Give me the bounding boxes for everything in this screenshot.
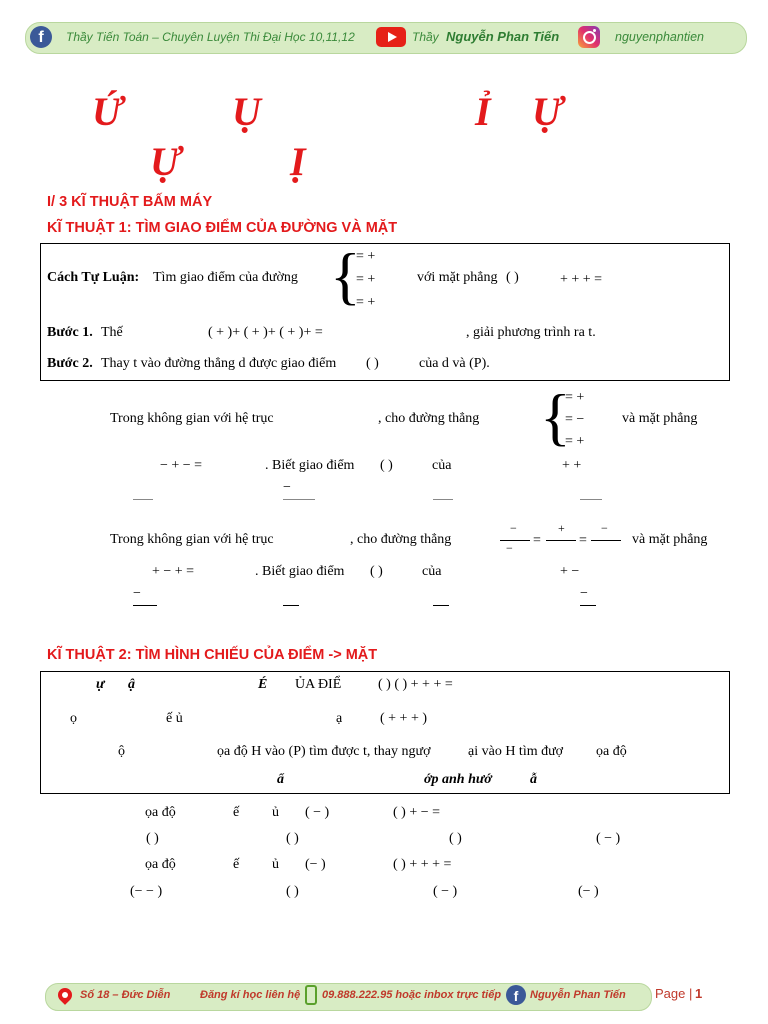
channel-prefix: Thầy — [412, 30, 439, 44]
frac2-num: + — [558, 521, 565, 535]
problem2-line2-text: . Biết giao điểm — [255, 564, 345, 579]
answer-line-g — [433, 605, 449, 606]
box2-row4-b: ớp anh hướ — [424, 772, 492, 787]
ex1-option-b[interactable]: ( ) — [286, 831, 299, 846]
instagram-icon[interactable] — [578, 26, 600, 48]
frac3-bar — [591, 540, 621, 541]
box2-row2-d: ( + + + ) — [380, 711, 428, 726]
method-label: Cách Tự Luận: — [47, 270, 140, 285]
problem2-text-b: , cho đường thẳng — [350, 532, 452, 547]
answer-line-c — [433, 499, 453, 500]
answer-line-a — [133, 499, 153, 500]
ex1-d: ( − ) — [305, 805, 330, 820]
answer-line-e — [133, 605, 157, 606]
step1-tail: , giải phương trình ra t. — [466, 325, 596, 340]
title-char-5: Ự — [150, 139, 181, 184]
problem1-line2-tail: của — [432, 458, 452, 473]
problem1-brace: { — [540, 381, 571, 452]
problem2-line2-paren: ( ) — [370, 564, 383, 579]
problem1-line2-paren: ( ) — [380, 458, 393, 473]
step2-text: Thay t vào đường thẳng d được giao điểm — [101, 356, 337, 371]
title-char-2: Ụ — [232, 89, 261, 134]
answer-line-d — [580, 499, 602, 500]
teacher-slogan: Thầy Tiến Toán – Chuyên Luyện Thi Đại Học 10,11,12 — [66, 30, 355, 44]
box2-row3-c: ại vào H tìm đượ — [468, 744, 564, 759]
box2-row1-c: É — [258, 677, 268, 692]
step1-expression: ( + )+ ( + )+ ( + )+ = — [208, 325, 323, 340]
ex2-c: ủ — [272, 857, 279, 872]
plane-text: với mặt phẳng — [417, 270, 498, 285]
phone-icon — [305, 985, 317, 1005]
problem2-line2-right: + − — [560, 564, 580, 579]
box2-row1-a: ự — [96, 677, 105, 692]
facebook-icon[interactable]: f — [506, 985, 526, 1005]
footer-phone[interactable]: 09.888.222.95 hoặc inbox trực tiếp — [322, 989, 502, 1001]
answer-line-f — [283, 605, 299, 606]
step2-label: Bước 2. — [47, 356, 93, 371]
footer-fb-name[interactable]: Nguyễn Phan Tiến — [530, 989, 626, 1001]
ex2-option-c[interactable]: ( − ) — [433, 884, 458, 899]
box2-row1-b: ậ — [128, 677, 135, 692]
ex2-option-a[interactable]: (− − ) — [130, 884, 163, 899]
technique1-heading: KĨ THUẬT 1: TÌM GIAO ĐIỂM CỦA ĐƯỜNG VÀ MẶT — [47, 220, 398, 236]
plane-equation: + + + = — [560, 272, 603, 287]
ex1-option-a[interactable]: ( ) — [146, 831, 159, 846]
section-heading: I/ 3 KĨ THUẬT BẤM MÁY — [47, 194, 213, 210]
frac-eq-1: = — [533, 533, 541, 548]
problem2-minus-a: − — [133, 586, 141, 601]
system-brace: { — [330, 240, 361, 311]
box2-row3-b: ọa độ H vào (P) tìm được t, thay ngượ — [217, 744, 431, 759]
youtube-icon[interactable] — [376, 27, 406, 47]
answer-line-b — [283, 499, 315, 500]
problem2-text-a: Trong không gian với hệ trục — [110, 532, 274, 547]
ex1-e: ( ) + − = — [393, 805, 441, 820]
title-char-4: Ự — [532, 89, 563, 134]
page-label: Page | — [655, 986, 693, 1001]
footer-register: Đăng kí học liên hệ — [200, 989, 301, 1001]
box2-row3-a: ộ — [118, 744, 125, 759]
frac2-bar — [546, 540, 576, 541]
problem1-minus: − — [283, 480, 291, 495]
page-number: 1 — [695, 986, 703, 1001]
title-char-1: Ứ — [92, 89, 123, 134]
problem2-text-c: và mặt phẳng — [632, 532, 708, 547]
ex1-b: ế — [233, 805, 240, 820]
frac1-bar — [500, 540, 530, 541]
box2-row4-a: ẩ — [277, 772, 284, 787]
title-char-3: Ỉ — [475, 89, 491, 134]
ex2-a: ọa độ — [145, 857, 176, 872]
system-row-3: = + — [356, 295, 376, 310]
system-row-2: = + — [356, 272, 376, 287]
footer-address: Số 18 – Đức Diễn — [80, 989, 171, 1001]
problem2-minus-b: − — [580, 586, 588, 601]
step2-tail: của d và (P). — [419, 356, 490, 371]
plane-paren: ( ) — [506, 270, 519, 285]
ex2-b: ế — [233, 857, 240, 872]
frac3-num: − — [601, 521, 608, 535]
box2-row2-b: ế ủ — [166, 711, 183, 726]
system-row-1: = + — [356, 249, 376, 264]
problem1-line2-right: + + — [562, 458, 582, 473]
technique2-heading: KĨ THUẬT 2: TÌM HÌNH CHIẾU CỦA ĐIỂM -> MẶT — [47, 647, 378, 663]
problem2-line2-tail: của — [422, 564, 442, 579]
ex1-option-d[interactable]: ( − ) — [596, 831, 621, 846]
problem2-plane-eq: + − + = — [152, 564, 195, 579]
ex2-option-b[interactable]: ( ) — [286, 884, 299, 899]
title-char-6: Ị — [290, 139, 306, 184]
problem1-text-b: , cho đường thẳng — [378, 411, 480, 426]
box2-row2-a: ọ — [70, 711, 77, 726]
box2-row4-c: ẫ — [530, 772, 537, 787]
box2-row1-d: ỦA ĐIỂ — [295, 677, 342, 692]
step1-text: Thế — [101, 325, 123, 340]
box2-row2-c: ạ — [336, 711, 343, 726]
method-text: Tìm giao điểm của đường — [153, 270, 298, 285]
problem1-sys-2: = − — [565, 412, 585, 427]
answer-line-h — [580, 605, 596, 606]
ex2-e: ( ) + + + = — [393, 857, 452, 872]
problem1-text-a: Trong không gian với hệ trục — [110, 411, 274, 426]
problem1-line2-text: . Biết giao điểm — [265, 458, 355, 473]
problem1-text-c: và mặt phẳng — [622, 411, 698, 426]
channel-name[interactable]: Nguyễn Phan Tiến — [446, 29, 560, 44]
step2-paren: ( ) — [366, 356, 379, 371]
ex1-a: ọa độ — [145, 805, 176, 820]
box2-row1-e: ( ) ( ) + + + = — [378, 677, 453, 692]
ex1-option-c[interactable]: ( ) — [449, 831, 462, 846]
ex2-option-d[interactable]: (− ) — [578, 884, 599, 899]
box2-row3-d: ọa độ — [596, 744, 627, 759]
ex1-c: ủ — [272, 805, 279, 820]
frac1-num: − — [510, 521, 517, 535]
ex2-d: (− ) — [305, 857, 326, 872]
facebook-icon[interactable]: f — [30, 26, 52, 48]
problem1-sys-1: = + — [565, 390, 585, 405]
frac-eq-2: = — [579, 533, 587, 548]
problem1-sys-3: = + — [565, 434, 585, 449]
problem1-plane-eq: − + − = — [160, 458, 203, 473]
instagram-handle[interactable]: nguyenphantien — [615, 30, 704, 44]
frac1-den: − — [506, 541, 513, 555]
step1-label: Bước 1. — [47, 325, 93, 340]
